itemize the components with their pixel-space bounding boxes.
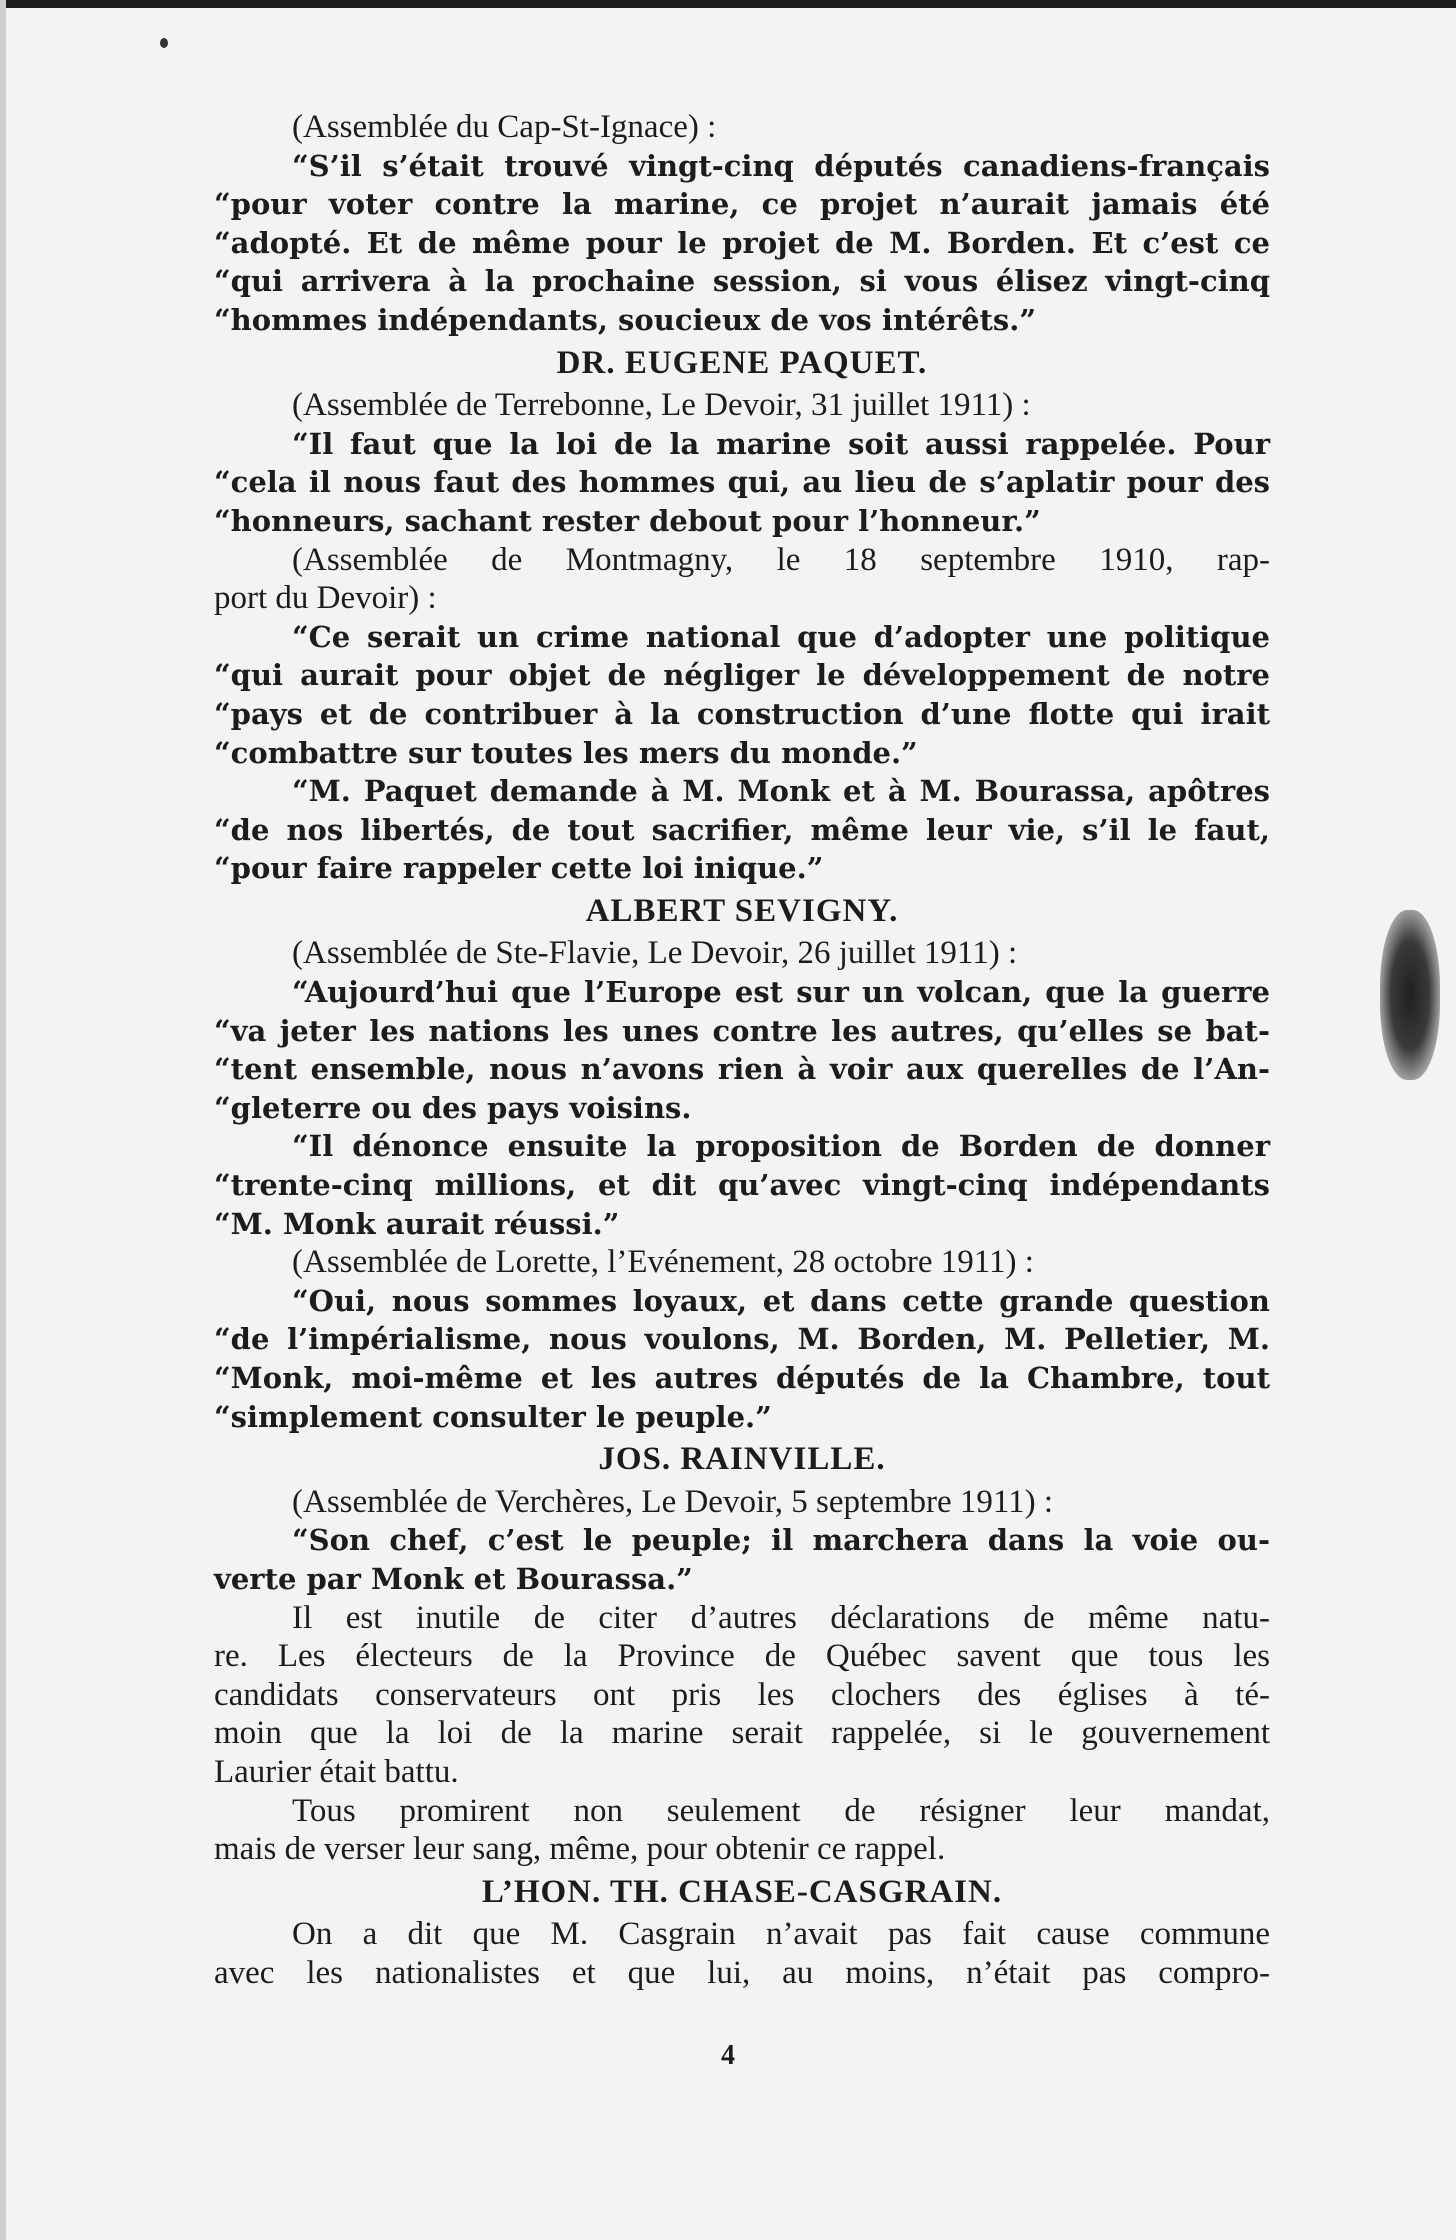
- ink-blot: [1380, 910, 1440, 1080]
- text-line: “qui aurait pour objet de négliger le développement de notre: [214, 658, 1270, 693]
- source-citation: [214, 1243, 1270, 1282]
- source-citation: [214, 934, 1270, 973]
- text-line: “pays et de contribuer à la construction d’une flotte qui irait: [214, 696, 1270, 731]
- text-line: On a dit que M. Casgrain n’avait pas fait cause commune: [292, 1916, 1270, 1953]
- source-citation: [214, 541, 1270, 618]
- text-line: (Assemblée de Ste-Flavie, Le Devoir, 26 juillet 1911) :: [292, 935, 1018, 972]
- quotation: [214, 425, 1270, 541]
- scan-edge-top: [0, 0, 1456, 8]
- text-line: “hommes indépendants, soucieux de vos intérêts.”: [214, 302, 1037, 337]
- text-line: (Assemblée de Terrebonne, Le Devoir, 31 juillet 1911) :: [292, 387, 1031, 424]
- text-line: moin que la loi de la marine serait rappelée, si le gouvernement: [214, 1715, 1270, 1752]
- text-line: “combattre sur toutes les mers du monde.”: [214, 735, 918, 770]
- text-line: (Assemblée de Lorette, l’Evénement, 28 octobre 1911) :: [292, 1244, 1034, 1281]
- text-line: “M. Monk aurait réussi.”: [214, 1206, 620, 1241]
- quotation: [214, 1282, 1270, 1436]
- source-citation: [214, 386, 1270, 425]
- text-line: Laurier était battu.: [214, 1753, 459, 1790]
- speaker-heading: L’HON. TH. CHASE-CASGRAIN.: [481, 1873, 1003, 1910]
- text-line: “adopté. Et de même pour le projet de M. Borden. Et c’est ce: [214, 225, 1270, 260]
- text-line: “va jeter les nations les unes contre les autres, qu’elles se bat-: [214, 1013, 1270, 1048]
- body-paragraph: [214, 1792, 1270, 1869]
- text-line: “Il dénonce ensuite la proposition de Borden de donner: [292, 1129, 1270, 1164]
- page-text: [214, 108, 1270, 1993]
- text-line: Tous promirent non seulement de résigner leur mandat,: [292, 1792, 1270, 1829]
- text-line: “Monk, moi-même et les autres députés de la Chambre, tout: [214, 1361, 1270, 1395]
- text-line: Il est inutile de citer d’autres déclarations de même natu-: [292, 1599, 1270, 1636]
- quotation: [214, 973, 1270, 1127]
- text-line: “Oui, nous sommes loyaux, et dans cette grande question: [292, 1283, 1270, 1318]
- text-line: (Assemblée de Verchères, Le Devoir, 5 septembre 1911) :: [292, 1483, 1054, 1520]
- text-line: “qui arrivera à la prochaine session, si vous élisez vingt-cinq: [214, 264, 1270, 299]
- speaker-heading: ALBERT SEVIGNY.: [585, 892, 899, 929]
- text-line: “de nos libertés, de tout sacrifier, même leur vie, s’il le faut,: [214, 812, 1270, 847]
- text-line: avec les nationalistes et que lui, au moins, n’était pas compro-: [214, 1954, 1270, 1991]
- page-number: 4: [721, 2040, 735, 2071]
- speaker-heading: JOS. RAINVILLE.: [598, 1441, 886, 1478]
- text-line: “simplement consulter le peuple.”: [214, 1399, 772, 1434]
- text-line: “pour faire rappeler cette loi inique.”: [214, 851, 824, 886]
- quotation: [214, 1521, 1270, 1598]
- text-line: (Assemblée de Montmagny, le 18 septembre 1910, rap-: [292, 541, 1270, 578]
- text-line: “gleterre ou des pays voisins.: [214, 1090, 692, 1125]
- text-line: “Son chef, c’est le peuple; il marchera dans la voie ou-: [292, 1523, 1270, 1558]
- source-citation: [214, 1483, 1270, 1522]
- text-line: “S’il s’était trouvé vingt-cinq députés canadiens-français: [292, 148, 1270, 183]
- speaker-heading: DR. EUGENE PAQUET.: [556, 344, 928, 381]
- text-line: re. Les électeurs de la Province de Québec savent que tous les: [214, 1638, 1270, 1675]
- text-line: “de l’impérialisme, nous voulons, M. Borden, M. Pelletier, M.: [214, 1322, 1270, 1357]
- text-line: “M. Paquet demande à M. Monk et à M. Bourassa, apôtres: [292, 774, 1270, 809]
- text-line: (Assemblée du Cap-St-Ignace) :: [292, 109, 717, 145]
- text-line: “cela il nous faut des hommes qui, au lieu de s’aplatir pour des: [214, 465, 1270, 500]
- quotation: [214, 772, 1270, 888]
- text-line: verte par Monk et Bourassa.”: [214, 1561, 693, 1596]
- text-line: “trente-cinq millions, et dit qu’avec vingt-cinq indépendants: [214, 1168, 1270, 1203]
- text-line: “honneurs, sachant rester debout pour l’honneur.”: [214, 503, 1041, 538]
- scan-edge-left: [0, 0, 6, 2240]
- quotation: [214, 1127, 1270, 1243]
- quotation: [214, 147, 1270, 340]
- body-paragraph: [214, 1915, 1270, 1992]
- quotation: [214, 618, 1270, 772]
- ink-speck: [160, 38, 168, 48]
- text-line: mais de verser leur sang, même, pour obtenir ce rappel.: [214, 1831, 946, 1868]
- text-line: candidats conservateurs ont pris les clochers des églises à té-: [214, 1676, 1270, 1713]
- text-line: port du Devoir) :: [214, 580, 437, 617]
- text-line: “Il faut que la loi de la marine soit aussi rappelée. Pour: [292, 426, 1270, 461]
- source-citation: [214, 108, 1270, 147]
- text-line: “tent ensemble, nous n’avons rien à voir aux querelles de l’An-: [214, 1052, 1270, 1087]
- text-line: “pour voter contre la marine, ce projet n’aurait jamais été: [214, 187, 1270, 222]
- text-line: “Aujourd’hui que l’Europe est sur un volcan, que la guerre: [292, 975, 1270, 1010]
- body-paragraph: [214, 1599, 1270, 1792]
- text-line: “Ce serait un crime national que d’adopter une politique: [292, 619, 1270, 654]
